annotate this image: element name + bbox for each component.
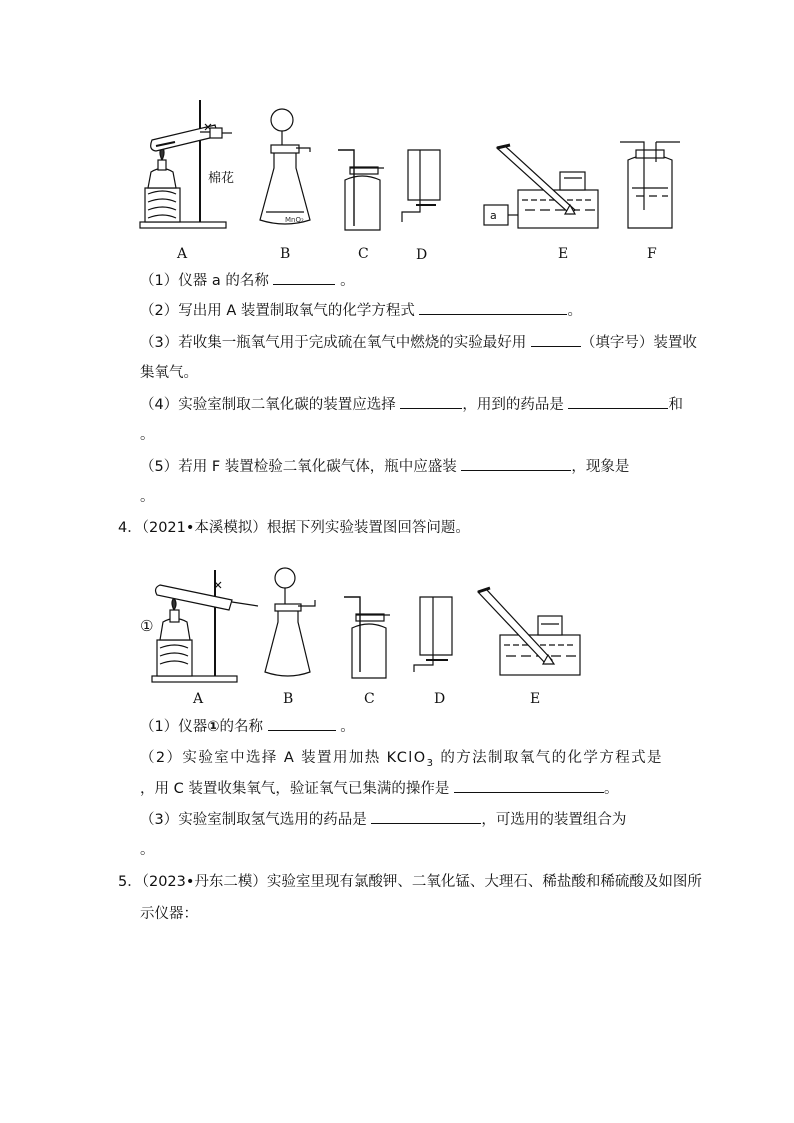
label-c: C: [364, 691, 375, 707]
apparatus-c2-jar: [344, 597, 390, 678]
q4-part3-line1: （3）实验室制取氢气选用的药品是 ，可选用的装置组合为: [140, 809, 626, 830]
q3-part4-line1: （4）实验室制取二氧化碳的装置应选择 ，用到的药品是 和: [140, 394, 683, 415]
q4-title: 4．（2021•本溪模拟）根据下列实验装置图回答问题。: [118, 520, 470, 536]
apparatus-figure-1: [0, 90, 794, 270]
answer-blank[interactable]: [371, 809, 481, 824]
apparatus-c-jar: [338, 150, 384, 230]
answer-blank[interactable]: [454, 778, 604, 793]
answer-blank[interactable]: [400, 394, 462, 409]
circle-label-1: ①: [140, 617, 154, 635]
answer-blank[interactable]: [461, 456, 571, 471]
label-d: D: [434, 691, 446, 707]
label-f: F: [647, 246, 657, 262]
q3-part2: （2）写出用 A 装置制取氧气的化学方程式 。: [140, 300, 582, 321]
apparatus-e-trough: [484, 145, 598, 228]
label-a: A: [177, 246, 188, 262]
label-c: C: [358, 246, 369, 262]
label-b: B: [283, 691, 294, 707]
q3-part3-line2: 集氧气。: [140, 365, 198, 381]
apparatus-e2-trough: [478, 588, 580, 675]
q5-line2: 示仪器：: [140, 906, 198, 922]
apparatus-b-flask: [260, 109, 310, 224]
q5-line1: 5．（2023•丹东二模）实验室里现有氯酸钾、二氧化锰、大理石、稀盐酸和稀硫酸及如图所: [118, 874, 702, 890]
answer-blank[interactable]: [531, 332, 581, 347]
q3-part3-line1: （3）若收集一瓶氧气用于完成硫在氧气中燃烧的实验最好用 （填字号）装置收: [140, 332, 697, 353]
apparatus-figure-2: [0, 560, 794, 710]
q4-part2-line1: （2）实验室中选择 A 装置用加热 KClO$_3$ 的方法制取氧气的化学方程式是: [140, 750, 663, 769]
apparatus-a-setup: [140, 100, 235, 228]
q4-part3-line2: 。: [140, 842, 155, 858]
answer-blank[interactable]: [568, 394, 668, 409]
apparatus-d-jar: [402, 150, 440, 222]
answer-blank[interactable]: [268, 716, 336, 731]
answer-blank[interactable]: [273, 270, 335, 285]
q3-part5-line2: 。: [140, 489, 155, 505]
label-d: D: [416, 247, 428, 263]
apparatus-f-bottle: [620, 142, 680, 228]
q3-part5-line1: （5）若用 F 装置检验二氧化碳气体，瓶中应盛装 ，现象是: [140, 456, 629, 477]
q4-part2-line2: ，用 C 装置收集氧气，验证氧气已集满的操作是 。: [140, 778, 618, 799]
apparatus-d2-jar: [414, 597, 452, 672]
svg-text:MnO₂: MnO₂: [285, 216, 304, 224]
q4-part1: （1）仪器①的名称 。: [140, 716, 355, 737]
cotton-label: 棉花: [208, 171, 235, 186]
answer-blank[interactable]: [419, 300, 567, 315]
figure-2-labels: [140, 617, 540, 707]
label-b: B: [280, 246, 291, 262]
label-e: E: [530, 691, 541, 707]
apparatus-b2-flask: [265, 568, 315, 676]
label-a: A: [193, 691, 204, 707]
label-e: E: [558, 246, 569, 262]
q3-part4-line2: 。: [140, 427, 155, 443]
q3-part1: （1）仪器 a 的名称 。: [140, 270, 355, 291]
box-label-a: a: [490, 209, 497, 222]
apparatus-a2-setup: [152, 570, 258, 682]
